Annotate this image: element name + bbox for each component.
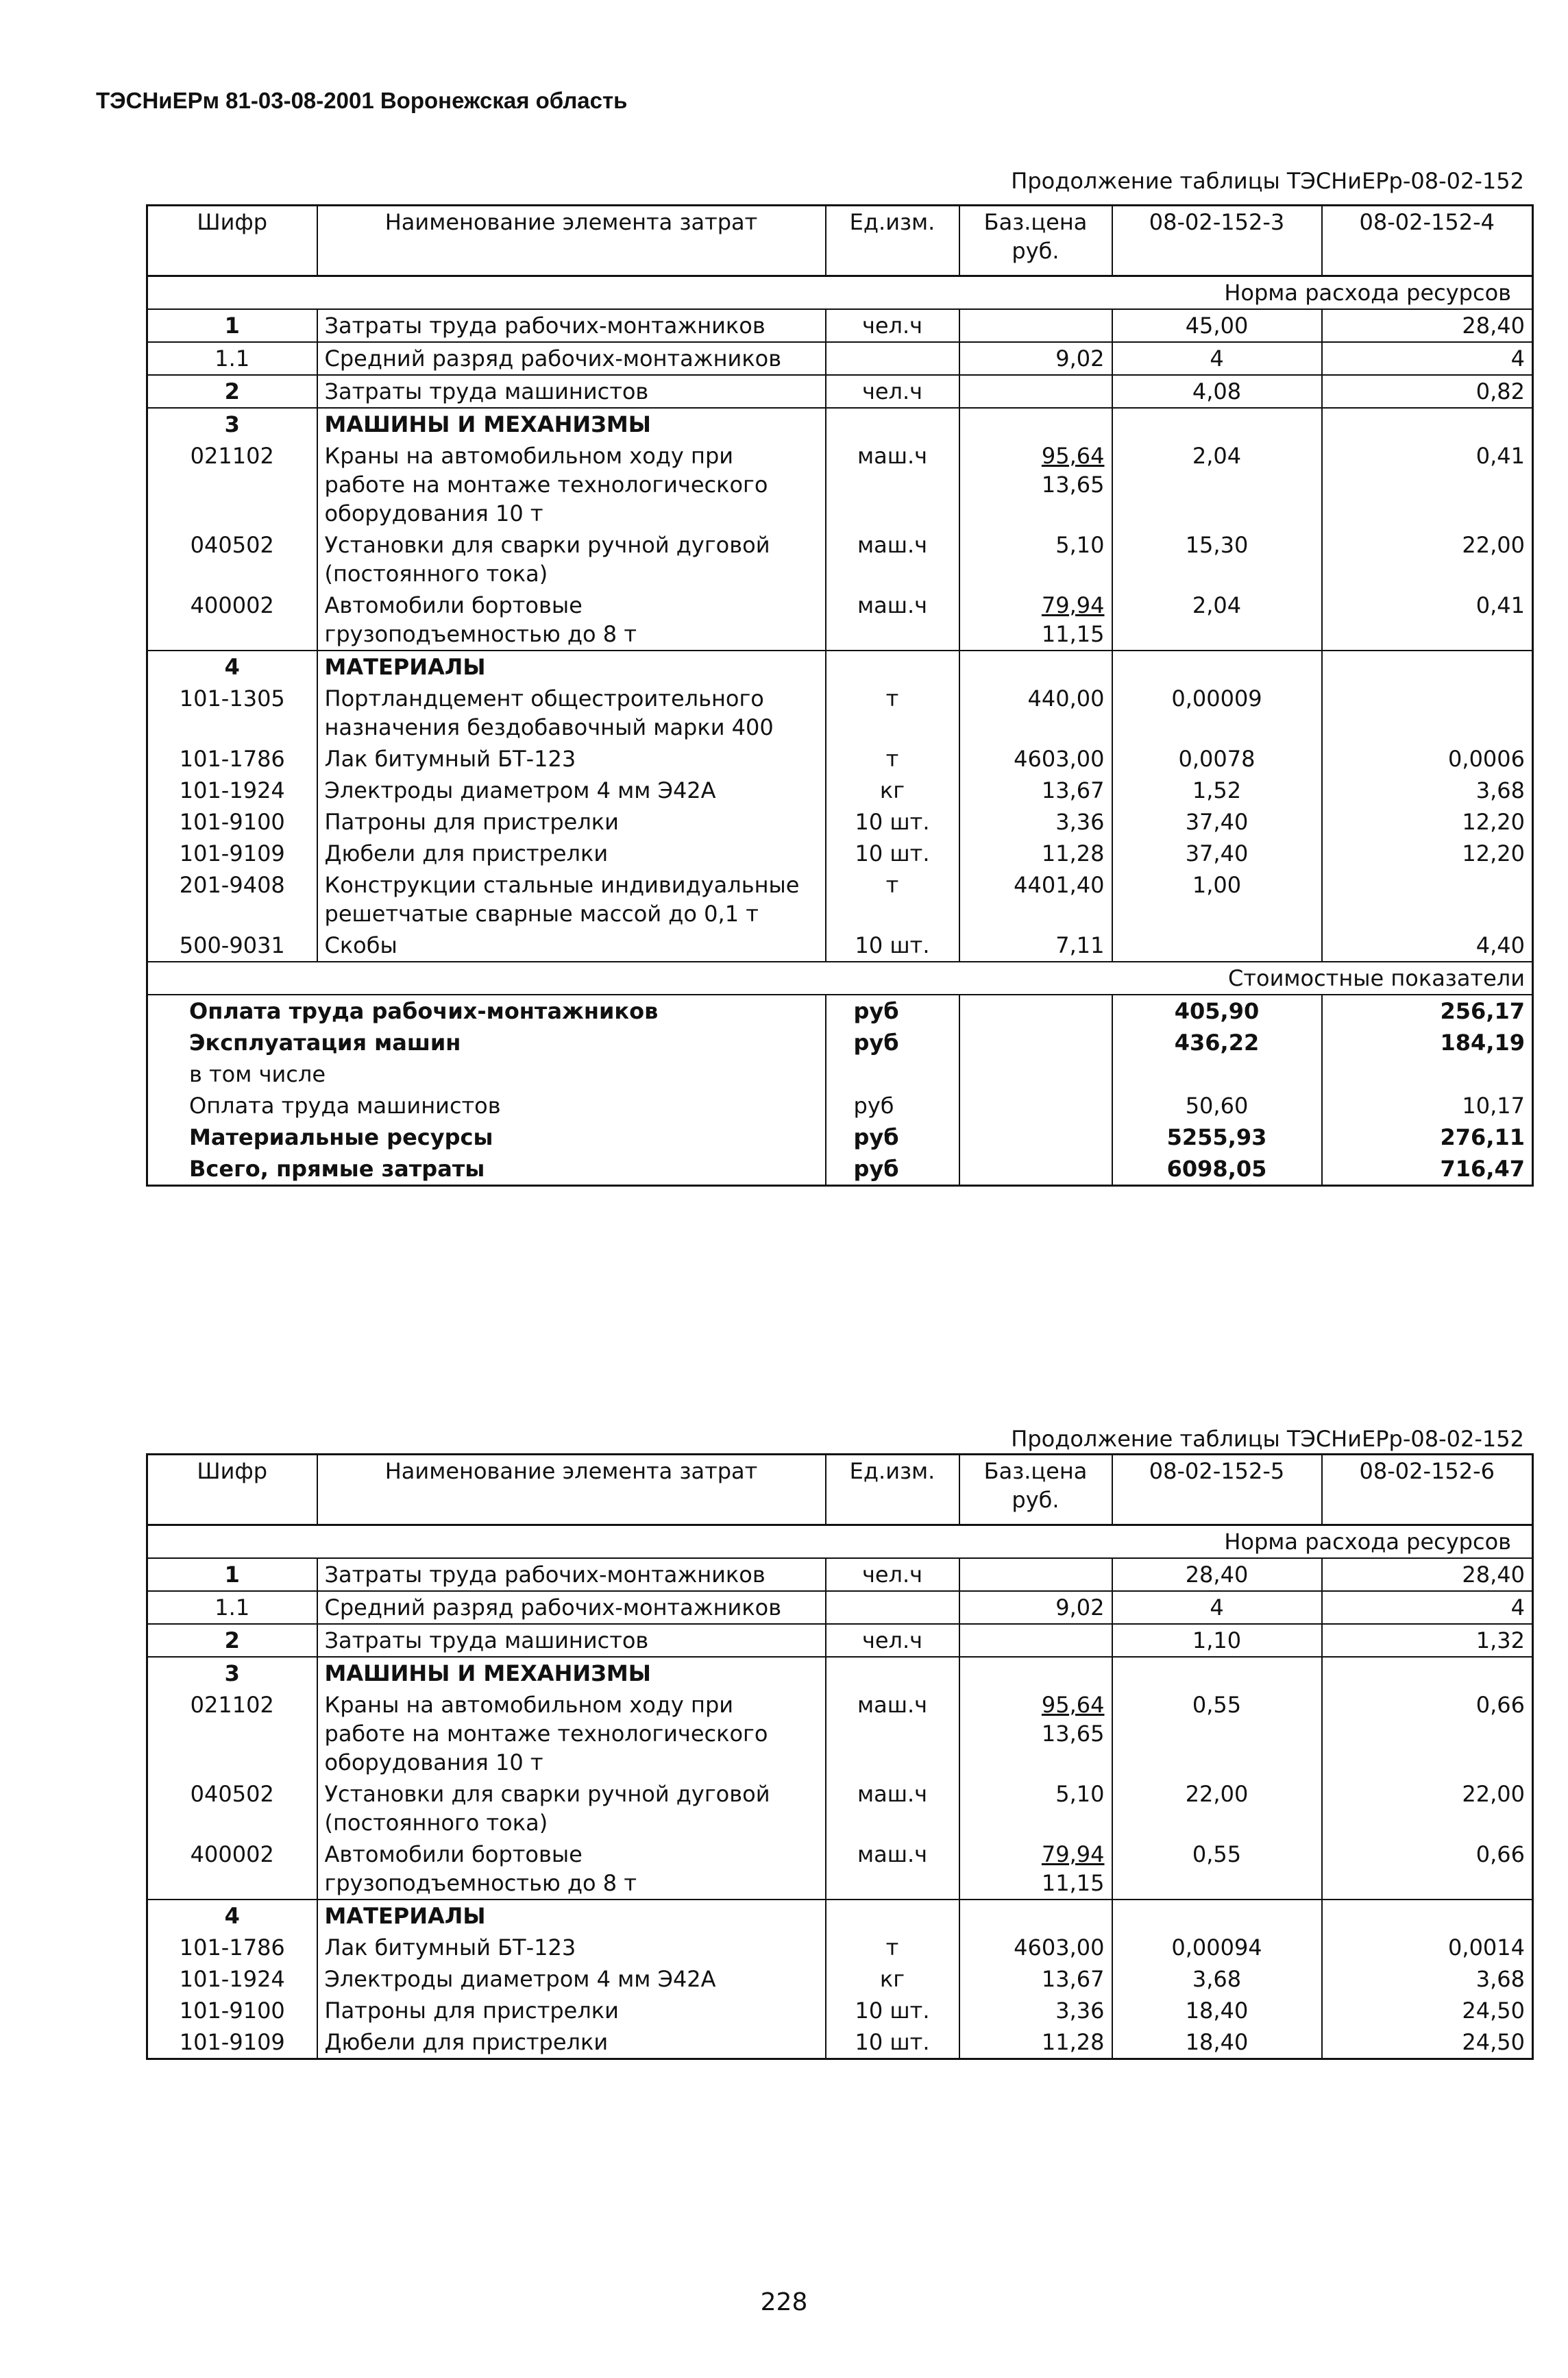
row-price: [959, 1657, 1112, 1689]
table-row: [147, 2026, 1533, 2059]
cost-row-value-a: [1112, 1058, 1322, 1090]
row-price: 3,36: [959, 806, 1112, 838]
row-code: 201-9408: [179, 872, 285, 898]
cost-row-value-a: 6098,05: [1112, 1153, 1322, 1186]
row-name: МАШИНЫ И МЕХАНИЗМЫ: [317, 1657, 826, 1689]
cost-row-value-a: 436,22: [1112, 1027, 1322, 1058]
row-name: Патроны для пристрелки: [317, 806, 826, 838]
row-code: 040502: [190, 1781, 274, 1807]
price-value: 79,94: [1041, 1841, 1105, 1867]
row-code: 400002: [190, 592, 274, 618]
table-row: [147, 1963, 1533, 1995]
row-code: 3: [147, 408, 317, 440]
row-code: 101-9109: [179, 840, 285, 866]
row-value-a: 2,04: [1112, 590, 1322, 651]
table-row: [147, 1900, 1533, 1932]
cost-row-label: Оплата труда машинистов: [189, 1093, 501, 1119]
row-name: Средний разряд рабочих-монтажников: [317, 342, 826, 375]
row-unit: [826, 408, 959, 440]
cost-row-value-a: 405,90: [1112, 995, 1322, 1027]
row-value-a: 37,40: [1112, 838, 1322, 869]
table-row: [147, 375, 1533, 408]
row-value-a: 4: [1112, 1591, 1322, 1624]
cost-row-unit: руб: [826, 995, 959, 1027]
row-value-a: [1112, 1657, 1322, 1689]
price-value-secondary: 11,15: [1041, 621, 1105, 647]
row-value-a: 18,40: [1112, 1995, 1322, 2026]
row-value-b: 24,50: [1322, 2026, 1533, 2059]
row-price: 9,02: [959, 1591, 1112, 1624]
row-value-b: 3,68: [1322, 775, 1533, 806]
column-header-b: 08-02-152-4: [1322, 206, 1533, 276]
cost-row-price: [959, 1121, 1112, 1153]
price-value: 95,64: [1041, 443, 1105, 469]
row-value-a: 18,40: [1112, 2026, 1322, 2059]
row-code: 101-1924: [179, 777, 285, 803]
row-price: [959, 651, 1112, 683]
row-unit: т: [826, 1932, 959, 1963]
cost-row-value-b: 184,19: [1322, 1027, 1533, 1058]
cost-row-price: [959, 995, 1112, 1027]
row-price: [959, 309, 1112, 342]
table-row: [147, 342, 1533, 375]
cost-row-value-b: [1322, 1058, 1533, 1090]
row-name: Лак битумный БТ-123: [317, 743, 826, 775]
row-value-b: 0,66: [1322, 1689, 1533, 1778]
row-value-a: 0,00009: [1112, 683, 1322, 743]
row-name: Затраты труда рабочих-монтажников: [317, 309, 826, 342]
row-price: 13,67: [959, 775, 1112, 806]
cost-row-unit: [826, 1058, 959, 1090]
row-value-a: 22,00: [1112, 1778, 1322, 1839]
row-value-a: 0,00094: [1112, 1932, 1322, 1963]
cost-row-price: [959, 1153, 1112, 1186]
table1-costs: [147, 962, 1533, 1186]
norms-table-1: [146, 204, 1534, 1187]
row-code: 1: [224, 1562, 240, 1588]
table-header-row: [147, 206, 1533, 276]
row-code: 500-9031: [179, 932, 285, 958]
row-unit: маш.ч: [826, 1778, 959, 1839]
row-code: 400002: [190, 1841, 274, 1867]
row-value-a: 28,40: [1112, 1558, 1322, 1591]
row-name: Средний разряд рабочих-монтажников: [317, 1591, 826, 1624]
row-name: Автомобили бортовые грузоподъемностью до 8 т: [317, 590, 826, 651]
table-row: [147, 1558, 1533, 1591]
table-row: [147, 806, 1533, 838]
row-unit: кг: [826, 1963, 959, 1995]
cost-row: [147, 1153, 1533, 1186]
row-value-b: [1322, 1657, 1533, 1689]
cost-row-price: [959, 1090, 1112, 1121]
table-header-row: [147, 1455, 1533, 1525]
column-header-code: Шифр: [147, 206, 317, 276]
row-value-b: 4: [1322, 1591, 1533, 1624]
row-value-b: 24,50: [1322, 1995, 1533, 2026]
row-price: 7,11: [959, 930, 1112, 962]
row-price: 4603,00: [959, 1932, 1112, 1963]
row-name: Установки для сварки ручной дуговой (постоянного тока): [317, 529, 826, 590]
table-row: [147, 1839, 1533, 1900]
row-price: 440,00: [959, 683, 1112, 743]
row-name: Установки для сварки ручной дуговой (постоянного тока): [317, 1778, 826, 1839]
table-row: [147, 1689, 1533, 1778]
row-code: 101-1924: [179, 1966, 285, 1992]
cost-row-value-b: 256,17: [1322, 995, 1533, 1027]
row-value-b: 22,00: [1322, 1778, 1533, 1839]
row-name: Затраты труда машинистов: [317, 375, 826, 408]
row-name: Электроды диаметром 4 мм Э42А: [317, 1963, 826, 1995]
column-header-code: Шифр: [147, 1455, 317, 1525]
price-value: 79,94: [1041, 592, 1105, 618]
row-value-a: [1112, 1900, 1322, 1932]
row-price: [959, 440, 1112, 529]
row-value-b: 3,68: [1322, 1963, 1533, 1995]
row-value-a: 45,00: [1112, 309, 1322, 342]
cost-row-value-b: 716,47: [1322, 1153, 1533, 1186]
row-unit: [826, 342, 959, 375]
cost-row-value-b: 276,11: [1322, 1121, 1533, 1153]
row-value-b: 0,41: [1322, 440, 1533, 529]
row-value-a: 4,08: [1112, 375, 1322, 408]
row-value-b: 0,66: [1322, 1839, 1533, 1900]
row-price: [959, 1689, 1112, 1778]
row-value-b: 1,32: [1322, 1624, 1533, 1657]
column-header-name: Наименование элемента затрат: [317, 206, 826, 276]
row-code: 2: [147, 375, 317, 408]
cost-row-label: Всего, прямые затраты: [189, 1156, 485, 1182]
row-price: 9,02: [959, 342, 1112, 375]
row-price: [959, 408, 1112, 440]
price-value-secondary: 13,65: [1041, 1721, 1105, 1747]
row-unit: кг: [826, 775, 959, 806]
row-code: 021102: [190, 443, 274, 469]
row-value-a: [1112, 930, 1322, 962]
row-unit: маш.ч: [826, 590, 959, 651]
row-unit: 10 шт.: [826, 806, 959, 838]
row-name: Автомобили бортовые грузоподъемностью до 8 т: [317, 1839, 826, 1900]
row-code: 101-9100: [179, 1998, 285, 2024]
row-name: Конструкции стальные индивидуальные решетчатые сварные массой до 0,1 т: [317, 869, 826, 930]
column-header-a: 08-02-152-5: [1112, 1455, 1322, 1525]
row-unit: [826, 651, 959, 683]
cost-row: [147, 1058, 1533, 1090]
row-value-b: 4: [1322, 342, 1533, 375]
row-price: [959, 1558, 1112, 1591]
table-row: [147, 775, 1533, 806]
row-code: 1: [224, 313, 240, 339]
table-row: [147, 408, 1533, 440]
row-value-b: [1322, 869, 1533, 930]
table-row: [147, 743, 1533, 775]
row-unit: т: [826, 743, 959, 775]
table-row: [147, 838, 1533, 869]
table-row: [147, 1995, 1533, 2026]
row-code: 101-1786: [179, 746, 285, 772]
row-unit: т: [826, 869, 959, 930]
row-price: [959, 590, 1112, 651]
row-unit: 10 шт.: [826, 2026, 959, 2059]
row-value-b: 28,40: [1322, 309, 1533, 342]
row-value-b: 0,41: [1322, 590, 1533, 651]
row-name: Дюбели для пристрелки: [317, 2026, 826, 2059]
cost-row: [147, 1121, 1533, 1153]
row-name: Патроны для пристрелки: [317, 1995, 826, 2026]
row-value-b: 12,20: [1322, 838, 1533, 869]
column-header-unit: Ед.изм.: [826, 1455, 959, 1525]
row-unit: 10 шт.: [826, 838, 959, 869]
row-code: 4: [147, 1900, 317, 1932]
cost-row-label: Материальные ресурсы: [189, 1124, 493, 1150]
row-unit: [826, 1657, 959, 1689]
row-name: МАТЕРИАЛЫ: [317, 651, 826, 683]
table-row: [147, 1624, 1533, 1657]
row-value-a: 37,40: [1112, 806, 1322, 838]
row-price: 5,10: [959, 1778, 1112, 1839]
table-row: [147, 930, 1533, 962]
table1-body: [147, 309, 1533, 962]
price-value-secondary: 13,65: [1041, 472, 1105, 498]
row-name: Лак битумный БТ-123: [317, 1932, 826, 1963]
row-name: Дюбели для пристрелки: [317, 838, 826, 869]
row-value-b: 28,40: [1322, 1558, 1533, 1591]
row-code: 101-1786: [179, 1934, 285, 1961]
row-unit: чел.ч: [826, 1624, 959, 1657]
row-code: 040502: [190, 532, 274, 558]
table2-body: [147, 1558, 1533, 2059]
page-header: ТЭСНиЕРм 81-03-08-2001 Воронежская область: [96, 88, 628, 113]
cost-row-price: [959, 1027, 1112, 1058]
row-unit: чел.ч: [826, 1558, 959, 1591]
table-row: [147, 309, 1533, 342]
norms-table-2: [146, 1453, 1534, 2060]
row-code: 4: [147, 651, 317, 683]
row-value-a: [1112, 408, 1322, 440]
row-unit: [826, 1591, 959, 1624]
row-value-a: 3,68: [1112, 1963, 1322, 1995]
row-value-b: 0,0014: [1322, 1932, 1533, 1963]
row-value-a: 0,0078: [1112, 743, 1322, 775]
norm-label: Норма расхода ресурсов: [1112, 276, 1533, 310]
row-price: 4401,40: [959, 869, 1112, 930]
cost-label: Стоимостные показатели: [1112, 962, 1533, 995]
table-row: [147, 1591, 1533, 1624]
row-unit: маш.ч: [826, 1839, 959, 1900]
table-row: [147, 683, 1533, 743]
row-price: [959, 1900, 1112, 1932]
table-row: [147, 529, 1533, 590]
price-value-secondary: 11,15: [1041, 1870, 1105, 1896]
row-value-b: [1322, 408, 1533, 440]
row-name: Краны на автомобильном ходу при работе на монтаже технологического оборудования 10 т: [317, 1689, 826, 1778]
row-price: [959, 375, 1112, 408]
row-value-a: 4: [1112, 342, 1322, 375]
row-price: 13,67: [959, 1963, 1112, 1995]
table-row: [147, 869, 1533, 930]
table-row: [147, 1657, 1533, 1689]
row-price: 11,28: [959, 2026, 1112, 2059]
row-value-a: 1,00: [1112, 869, 1322, 930]
cost-row-price: [959, 1058, 1112, 1090]
row-value-b: 12,20: [1322, 806, 1533, 838]
row-value-a: [1112, 651, 1322, 683]
row-value-a: 1,52: [1112, 775, 1322, 806]
row-value-a: 1,10: [1112, 1624, 1322, 1657]
cost-row-label: Оплата труда рабочих-монтажников: [189, 998, 659, 1024]
column-header-a: 08-02-152-3: [1112, 206, 1322, 276]
row-name: Скобы: [317, 930, 826, 962]
row-unit: маш.ч: [826, 529, 959, 590]
table1-continuation-caption: Продолжение таблицы ТЭСНиЕРр-08-02-152: [1011, 168, 1524, 194]
row-price: 11,28: [959, 838, 1112, 869]
row-price: 5,10: [959, 529, 1112, 590]
column-header-b: 08-02-152-6: [1322, 1455, 1533, 1525]
row-name: Портландцемент общестроительного назначения бездобавочный марки 400: [317, 683, 826, 743]
row-value-b: [1322, 651, 1533, 683]
cost-row-value-b: 10,17: [1322, 1090, 1533, 1121]
row-value-a: 2,04: [1112, 440, 1322, 529]
row-unit: 10 шт.: [826, 1995, 959, 2026]
row-price: [959, 1839, 1112, 1900]
cost-row-label: Эксплуатация машин: [189, 1030, 461, 1056]
column-header-name: Наименование элемента затрат: [317, 1455, 826, 1525]
row-name: Электроды диаметром 4 мм Э42А: [317, 775, 826, 806]
row-code: 021102: [190, 1692, 274, 1718]
cost-row: [147, 1090, 1533, 1121]
row-unit: маш.ч: [826, 440, 959, 529]
cost-row-unit: руб: [826, 1027, 959, 1058]
cost-row: [147, 995, 1533, 1027]
row-code: 2: [147, 1624, 317, 1657]
row-code: 101-9109: [179, 2029, 285, 2055]
cost-row-unit: руб: [826, 1090, 959, 1121]
row-name: Краны на автомобильном ходу при работе на монтаже технологического оборудования 10 т: [317, 440, 826, 529]
row-unit: 10 шт.: [826, 930, 959, 962]
row-price: 4603,00: [959, 743, 1112, 775]
table-row: [147, 1932, 1533, 1963]
table2-continuation-caption: Продолжение таблицы ТЭСНиЕРр-08-02-152: [1011, 1426, 1524, 1452]
row-code: 101-1305: [179, 686, 285, 712]
cost-row: [147, 1027, 1533, 1058]
row-unit: маш.ч: [826, 1689, 959, 1778]
table-row: [147, 440, 1533, 529]
page-number: 228: [760, 2288, 808, 2316]
row-code: 1.1: [147, 342, 317, 375]
row-code: 3: [147, 1657, 317, 1689]
row-unit: [826, 1900, 959, 1932]
row-name: Затраты труда рабочих-монтажников: [317, 1558, 826, 1591]
cost-row-value-a: 5255,93: [1112, 1121, 1322, 1153]
column-header-price: Баз.цена руб.: [959, 1455, 1112, 1525]
row-value-b: 0,0006: [1322, 743, 1533, 775]
cost-row-label: в том числе: [189, 1061, 326, 1087]
row-name: МАШИНЫ И МЕХАНИЗМЫ: [317, 408, 826, 440]
row-name: МАТЕРИАЛЫ: [317, 1900, 826, 1932]
row-code: 101-9100: [179, 809, 285, 835]
row-price: 3,36: [959, 1995, 1112, 2026]
row-unit: чел.ч: [826, 375, 959, 408]
row-price: [959, 1624, 1112, 1657]
column-header-unit: Ед.изм.: [826, 206, 959, 276]
norm-label: Норма расхода ресурсов: [1112, 1525, 1533, 1559]
row-value-b: [1322, 1900, 1533, 1932]
cost-row-unit: руб: [826, 1153, 959, 1186]
row-value-b: [1322, 683, 1533, 743]
row-value-b: 4,40: [1322, 930, 1533, 962]
row-name: Затраты труда машинистов: [317, 1624, 826, 1657]
cost-row-unit: руб: [826, 1121, 959, 1153]
row-unit: чел.ч: [826, 309, 959, 342]
row-code: 1.1: [147, 1591, 317, 1624]
price-value: 95,64: [1041, 1692, 1105, 1718]
row-value-b: 22,00: [1322, 529, 1533, 590]
table-row: [147, 651, 1533, 683]
column-header-price: Баз.цена руб.: [959, 206, 1112, 276]
row-unit: т: [826, 683, 959, 743]
row-value-a: 0,55: [1112, 1839, 1322, 1900]
table-row: [147, 590, 1533, 651]
row-value-a: 15,30: [1112, 529, 1322, 590]
row-value-a: 0,55: [1112, 1689, 1322, 1778]
table-row: [147, 1778, 1533, 1839]
cost-row-value-a: 50,60: [1112, 1090, 1322, 1121]
row-value-b: 0,82: [1322, 375, 1533, 408]
